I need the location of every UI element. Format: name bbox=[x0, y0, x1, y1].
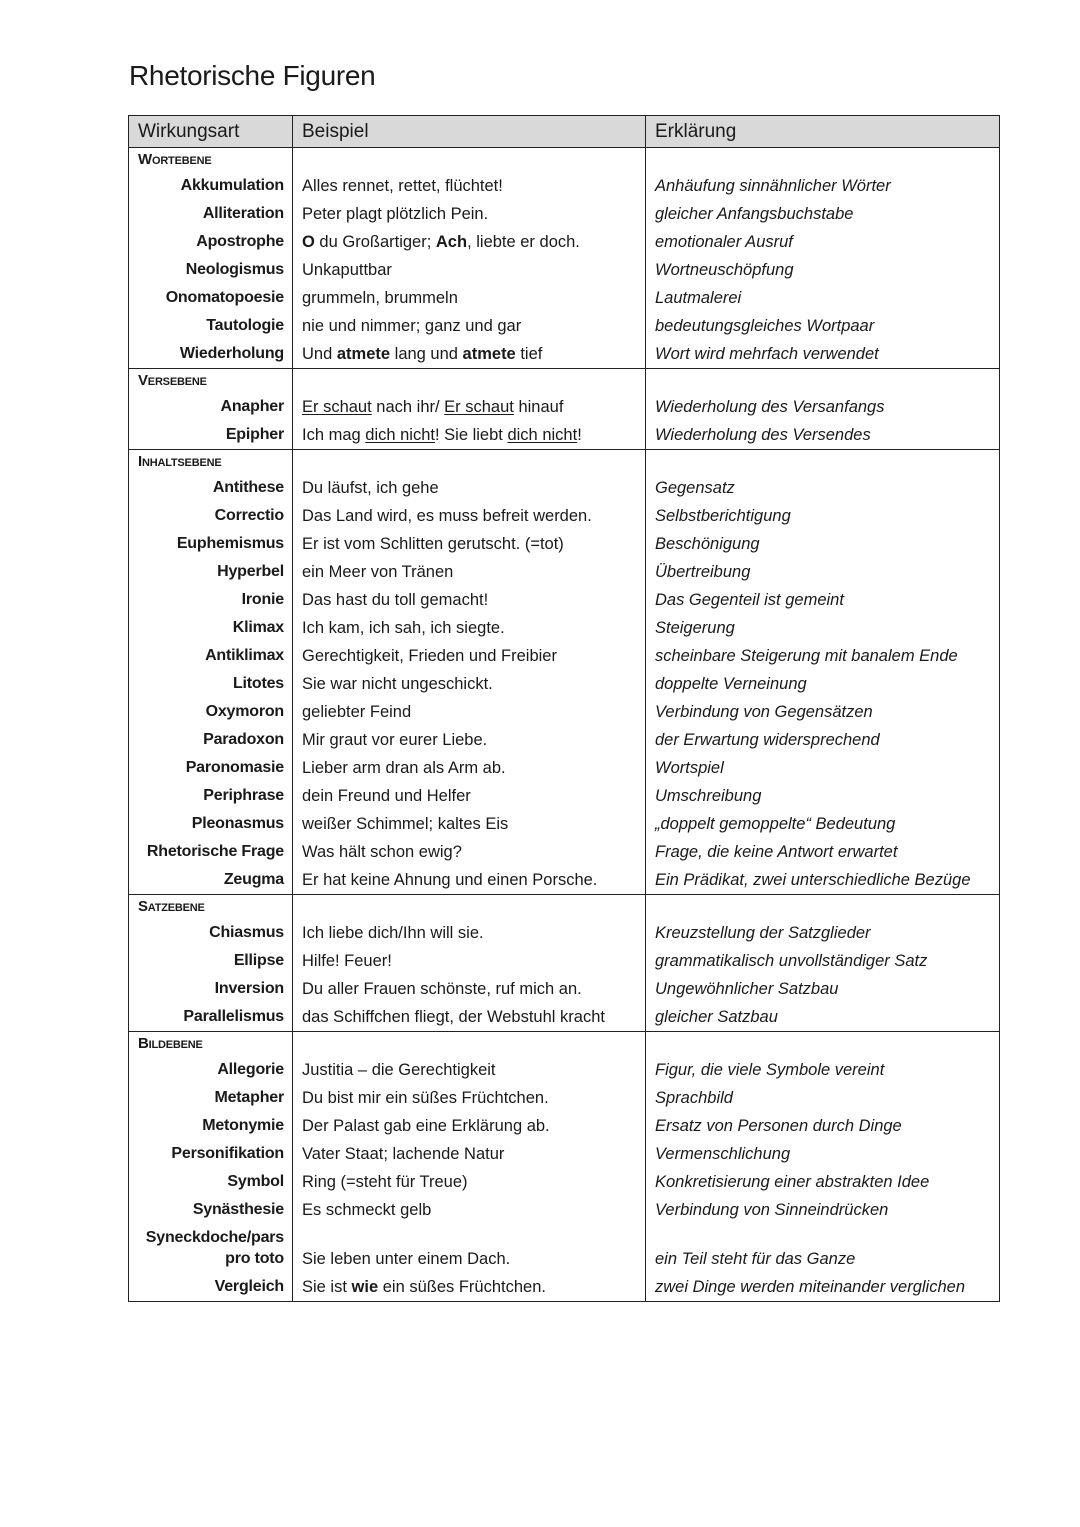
figure-example bbox=[293, 530, 645, 558]
example-segment: ! bbox=[577, 426, 582, 444]
figure-term: Allegorie bbox=[217, 1061, 284, 1078]
section-spacer bbox=[646, 450, 999, 474]
figure-example bbox=[293, 312, 645, 340]
table-header-row bbox=[129, 116, 1000, 148]
table-section-row bbox=[129, 895, 1000, 1032]
figure-example bbox=[293, 284, 645, 312]
example-segment: Und bbox=[302, 345, 337, 363]
header-beispiel: Beispiel bbox=[293, 116, 646, 148]
figure-term: Periphrase bbox=[203, 787, 284, 804]
figure-example bbox=[293, 919, 645, 947]
header-wirkungsart: Wirkungsart bbox=[129, 116, 293, 148]
figure-term: Synästhesie bbox=[192, 1201, 284, 1218]
example-column bbox=[293, 1032, 646, 1302]
section-spacer bbox=[293, 450, 645, 474]
section-spacer bbox=[293, 1032, 645, 1056]
example-segment: Das hast du toll gemacht! bbox=[302, 591, 489, 609]
figure-example bbox=[293, 642, 645, 670]
figure-term: Antithese bbox=[212, 479, 284, 496]
explanation-column bbox=[646, 895, 1000, 1032]
figure-explanation: emotionaler Ausruf bbox=[655, 233, 793, 251]
figure-explanation: Steigerung bbox=[655, 619, 735, 637]
example-segment: Lieber arm dran als Arm ab. bbox=[302, 759, 506, 777]
figure-explanation: zwei Dinge werden miteinander verglichen bbox=[655, 1278, 965, 1296]
figure-example bbox=[293, 502, 645, 530]
figure-example bbox=[293, 1003, 645, 1031]
section-heading: Bildebene bbox=[138, 1035, 203, 1052]
section-spacer bbox=[293, 369, 645, 393]
example-segment: ein Meer von Tränen bbox=[302, 563, 454, 581]
figure-explanation: Wiederholung des Versanfangs bbox=[655, 398, 885, 416]
figure-explanation: bedeutungsgleiches Wortpaar bbox=[655, 317, 875, 335]
example-segment: tief bbox=[515, 345, 543, 363]
figure-example bbox=[293, 975, 645, 1003]
explanation-column bbox=[646, 1032, 1000, 1302]
figure-example bbox=[293, 1273, 645, 1301]
figure-term: Ellipse bbox=[233, 952, 284, 969]
figure-example bbox=[293, 947, 645, 975]
section-heading: Inhaltsebene bbox=[138, 453, 222, 470]
figure-explanation: Verbindung von Gegensätzen bbox=[655, 703, 873, 721]
figure-term: Wiederholung bbox=[179, 345, 284, 362]
figure-explanation: scheinbare Steigerung mit banalem Ende bbox=[655, 647, 958, 665]
table-section-row bbox=[129, 369, 1000, 450]
figure-term: Apostrophe bbox=[196, 233, 284, 250]
table-section-row bbox=[129, 148, 1000, 369]
example-segment: ein süßes Früchtchen. bbox=[378, 1278, 546, 1296]
figure-term: Syneckdoche/pars pro toto bbox=[145, 1229, 284, 1267]
figure-example bbox=[293, 586, 645, 614]
figure-term: Symbol bbox=[227, 1173, 284, 1190]
example-segment: dein Freund und Helfer bbox=[302, 787, 471, 805]
example-segment: , liebte er doch. bbox=[467, 233, 580, 251]
figure-explanation: Frage, die keine Antwort erwartet bbox=[655, 843, 898, 861]
figure-term: Personifikation bbox=[171, 1145, 284, 1162]
example-segment: nach ihr/ bbox=[371, 398, 445, 416]
example-segment: Gerechtigkeit, Frieden und Freibier bbox=[302, 647, 557, 665]
figure-example bbox=[293, 866, 645, 894]
example-segment: Unkaputtbar bbox=[302, 261, 392, 279]
figure-term: Inversion bbox=[214, 980, 284, 997]
figure-term: Zeugma bbox=[223, 871, 284, 888]
figure-term: Litotes bbox=[232, 675, 284, 692]
figure-term: Akkumulation bbox=[180, 177, 284, 194]
figure-explanation: doppelte Verneinung bbox=[655, 675, 807, 693]
term-column bbox=[129, 148, 293, 369]
header-erklaerung: Erklärung bbox=[646, 116, 1000, 148]
term-column bbox=[129, 450, 293, 895]
figure-term: Alliteration bbox=[202, 205, 284, 222]
example-segment: weißer Schimmel; kaltes Eis bbox=[302, 815, 509, 833]
example-segment: Sie ist bbox=[302, 1278, 352, 1296]
figure-term: Anapher bbox=[220, 398, 284, 415]
example-segment: Er ist vom Schlitten gerutscht. (=tot) bbox=[302, 535, 564, 553]
figure-explanation: Verbindung von Sinneindrücken bbox=[655, 1201, 889, 1219]
explanation-column bbox=[646, 148, 1000, 369]
example-column bbox=[293, 148, 646, 369]
example-segment: Peter plagt plötzlich Pein. bbox=[302, 205, 489, 223]
figure-explanation: Wortneuschöpfung bbox=[655, 261, 794, 279]
section-spacer bbox=[293, 148, 645, 172]
example-segment: Das Land wird, es muss befreit werden. bbox=[302, 507, 592, 525]
figure-term: Parallelismus bbox=[183, 1008, 284, 1025]
figure-explanation: grammatikalisch unvollständiger Satz bbox=[655, 952, 928, 970]
example-segment: ! Sie liebt bbox=[435, 426, 508, 444]
page-title: Rhetorische Figuren bbox=[129, 60, 376, 91]
rhetoric-table bbox=[128, 115, 1000, 1302]
figure-term: Oxymoron bbox=[205, 703, 284, 720]
figure-term: Pleonasmus bbox=[191, 815, 284, 832]
figure-example bbox=[293, 340, 645, 368]
row-spacer bbox=[646, 1224, 999, 1245]
example-segment: Alles rennet, rettet, flüchtet! bbox=[302, 177, 503, 195]
figure-term: Vergleich bbox=[214, 1278, 284, 1295]
example-segment: das Schiffchen fliegt, der Webstuhl kracht bbox=[302, 1008, 605, 1026]
example-segment: Er hat keine Ahnung und einen Porsche. bbox=[302, 871, 598, 889]
figure-term: Paronomasie bbox=[185, 759, 284, 776]
row-spacer bbox=[293, 1224, 645, 1245]
term-column bbox=[129, 895, 293, 1032]
example-segment: hinauf bbox=[513, 398, 564, 416]
figure-explanation: Wiederholung des Versendes bbox=[655, 426, 871, 444]
example-segment: Sie leben unter einem Dach. bbox=[302, 1250, 511, 1268]
figure-term: Chiasmus bbox=[209, 924, 284, 941]
section-spacer bbox=[646, 148, 999, 172]
figure-explanation: Lautmalerei bbox=[655, 289, 742, 307]
figure-explanation: der Erwartung widersprechend bbox=[655, 731, 880, 749]
figure-explanation: gleicher Anfangsbuchstabe bbox=[655, 205, 854, 223]
figure-example bbox=[293, 1084, 645, 1112]
example-segment: Ring (=steht für Treue) bbox=[302, 1173, 468, 1191]
figure-example bbox=[293, 256, 645, 284]
example-segment: lang und bbox=[390, 345, 463, 363]
example-segment: O bbox=[302, 233, 315, 251]
example-segment: Ach bbox=[435, 233, 468, 251]
figure-example bbox=[293, 670, 645, 698]
section-spacer bbox=[646, 895, 999, 919]
example-segment: Hilfe! Feuer! bbox=[302, 952, 392, 970]
figure-term: Tautologie bbox=[206, 317, 284, 334]
figure-explanation: Sprachbild bbox=[655, 1089, 733, 1107]
figure-example bbox=[293, 558, 645, 586]
example-segment: atmete bbox=[462, 345, 516, 363]
example-segment: Ich mag bbox=[302, 426, 366, 444]
figure-example bbox=[293, 1112, 645, 1140]
figure-example bbox=[293, 838, 645, 866]
example-segment: grummeln, brummeln bbox=[302, 289, 458, 307]
figure-example bbox=[293, 726, 645, 754]
figure-example bbox=[293, 200, 645, 228]
example-segment: dich nicht bbox=[365, 426, 435, 444]
example-segment: Ich liebe dich/Ihn will sie. bbox=[302, 924, 484, 942]
section-spacer bbox=[293, 895, 645, 919]
figure-example bbox=[293, 698, 645, 726]
figure-term: Antiklimax bbox=[205, 647, 284, 664]
figure-example bbox=[293, 1168, 645, 1196]
table-section-row bbox=[129, 450, 1000, 895]
figure-term: Ironie bbox=[241, 591, 284, 608]
figure-example bbox=[293, 1140, 645, 1168]
figure-explanation: Wortspiel bbox=[655, 759, 724, 777]
figure-term: Onomatopoesie bbox=[165, 289, 284, 306]
example-column bbox=[293, 369, 646, 450]
figure-explanation: Selbstberichtigung bbox=[655, 507, 791, 525]
figure-example bbox=[293, 474, 645, 502]
example-segment: Du aller Frauen schönste, ruf mich an. bbox=[302, 980, 582, 998]
figure-term: Paradoxon bbox=[203, 731, 284, 748]
figure-example bbox=[293, 172, 645, 200]
figure-term: Metonymie bbox=[202, 1117, 284, 1134]
example-segment: Sie war nicht ungeschickt. bbox=[302, 675, 493, 693]
figure-explanation: Gegensatz bbox=[655, 479, 735, 497]
example-segment: Was hält schon ewig? bbox=[302, 843, 462, 861]
explanation-column bbox=[646, 369, 1000, 450]
example-segment: Du bist mir ein süßes Früchtchen. bbox=[302, 1089, 549, 1107]
section-spacer bbox=[646, 369, 999, 393]
example-segment: Es schmeckt gelb bbox=[302, 1201, 432, 1219]
example-segment: geliebter Feind bbox=[302, 703, 412, 721]
figure-example bbox=[293, 1056, 645, 1084]
example-segment: Vater Staat; lachende Natur bbox=[302, 1145, 505, 1163]
figure-explanation: ein Teil steht für das Ganze bbox=[655, 1250, 856, 1268]
figure-term: Klimax bbox=[232, 619, 284, 636]
figure-term: Metapher bbox=[214, 1089, 284, 1106]
figure-explanation: Ungewöhnlicher Satzbau bbox=[655, 980, 839, 998]
figure-explanation: Vermenschlichung bbox=[655, 1145, 791, 1163]
section-heading: Versebene bbox=[138, 372, 207, 389]
figure-example bbox=[293, 614, 645, 642]
figure-example bbox=[293, 1245, 645, 1273]
example-segment: Justitia – die Gerechtigkeit bbox=[302, 1061, 496, 1079]
table-section-row bbox=[129, 1032, 1000, 1302]
example-column bbox=[293, 895, 646, 1032]
section-spacer bbox=[646, 1032, 999, 1056]
example-column bbox=[293, 450, 646, 895]
figure-term: Neologismus bbox=[185, 261, 284, 278]
figure-term: Hyperbel bbox=[217, 563, 284, 580]
example-segment: wie bbox=[351, 1278, 379, 1296]
figure-term: Euphemismus bbox=[176, 535, 284, 552]
figure-explanation: Übertreibung bbox=[655, 563, 751, 581]
example-segment: atmete bbox=[336, 345, 391, 363]
example-segment: nie und nimmer; ganz und gar bbox=[302, 317, 522, 335]
example-segment: dich nicht bbox=[507, 426, 578, 444]
figure-example bbox=[293, 782, 645, 810]
figure-example bbox=[293, 810, 645, 838]
term-column bbox=[129, 1032, 293, 1302]
example-segment: Der Palast gab eine Erklärung ab. bbox=[302, 1117, 550, 1135]
example-segment: Er schaut bbox=[444, 398, 514, 416]
example-segment: Du läufst, ich gehe bbox=[302, 479, 439, 497]
figure-example bbox=[293, 1196, 645, 1224]
section-heading: Satzebene bbox=[138, 898, 205, 915]
figure-explanation: Wort wird mehrfach verwendet bbox=[655, 345, 879, 363]
figure-explanation: Ersatz von Personen durch Dinge bbox=[655, 1117, 902, 1135]
figure-explanation: Anhäufung sinnähnlicher Wörter bbox=[655, 177, 891, 195]
figure-explanation: Ein Prädikat, zwei unterschiedliche Bezüge bbox=[655, 871, 971, 889]
example-segment: Mir graut vor eurer Liebe. bbox=[302, 731, 488, 749]
figure-example bbox=[293, 754, 645, 782]
section-heading: Wortebene bbox=[138, 151, 212, 168]
example-segment: Er schaut bbox=[302, 398, 372, 416]
figure-term: Rhetorische Frage bbox=[146, 843, 284, 860]
example-segment: du Großartiger; bbox=[314, 233, 436, 251]
figure-term: Correctio bbox=[214, 507, 284, 524]
explanation-column bbox=[646, 450, 1000, 895]
two-line-wrap bbox=[293, 1224, 645, 1273]
figure-explanation: gleicher Satzbau bbox=[655, 1008, 778, 1026]
figure-explanation: Beschönigung bbox=[655, 535, 760, 553]
table-body bbox=[129, 148, 1000, 1302]
two-line-wrap bbox=[646, 1224, 999, 1273]
example-segment: Ich kam, ich sah, ich siegte. bbox=[302, 619, 505, 637]
figure-example bbox=[293, 393, 645, 421]
figure-explanation: Umschreibung bbox=[655, 787, 762, 805]
figure-term: Epipher bbox=[225, 426, 284, 443]
figure-example bbox=[293, 228, 645, 256]
term-column bbox=[129, 369, 293, 450]
figure-explanation: Das Gegenteil ist gemeint bbox=[655, 591, 844, 609]
figure-explanation: Kreuzstellung der Satzglieder bbox=[655, 924, 871, 942]
figure-explanation: „doppelt gemoppelte“ Bedeutung bbox=[655, 815, 896, 833]
figure-example bbox=[293, 421, 645, 449]
figure-explanation: Figur, die viele Symbole vereint bbox=[655, 1061, 885, 1079]
figure-explanation: Konkretisierung einer abstrakten Idee bbox=[655, 1173, 930, 1191]
